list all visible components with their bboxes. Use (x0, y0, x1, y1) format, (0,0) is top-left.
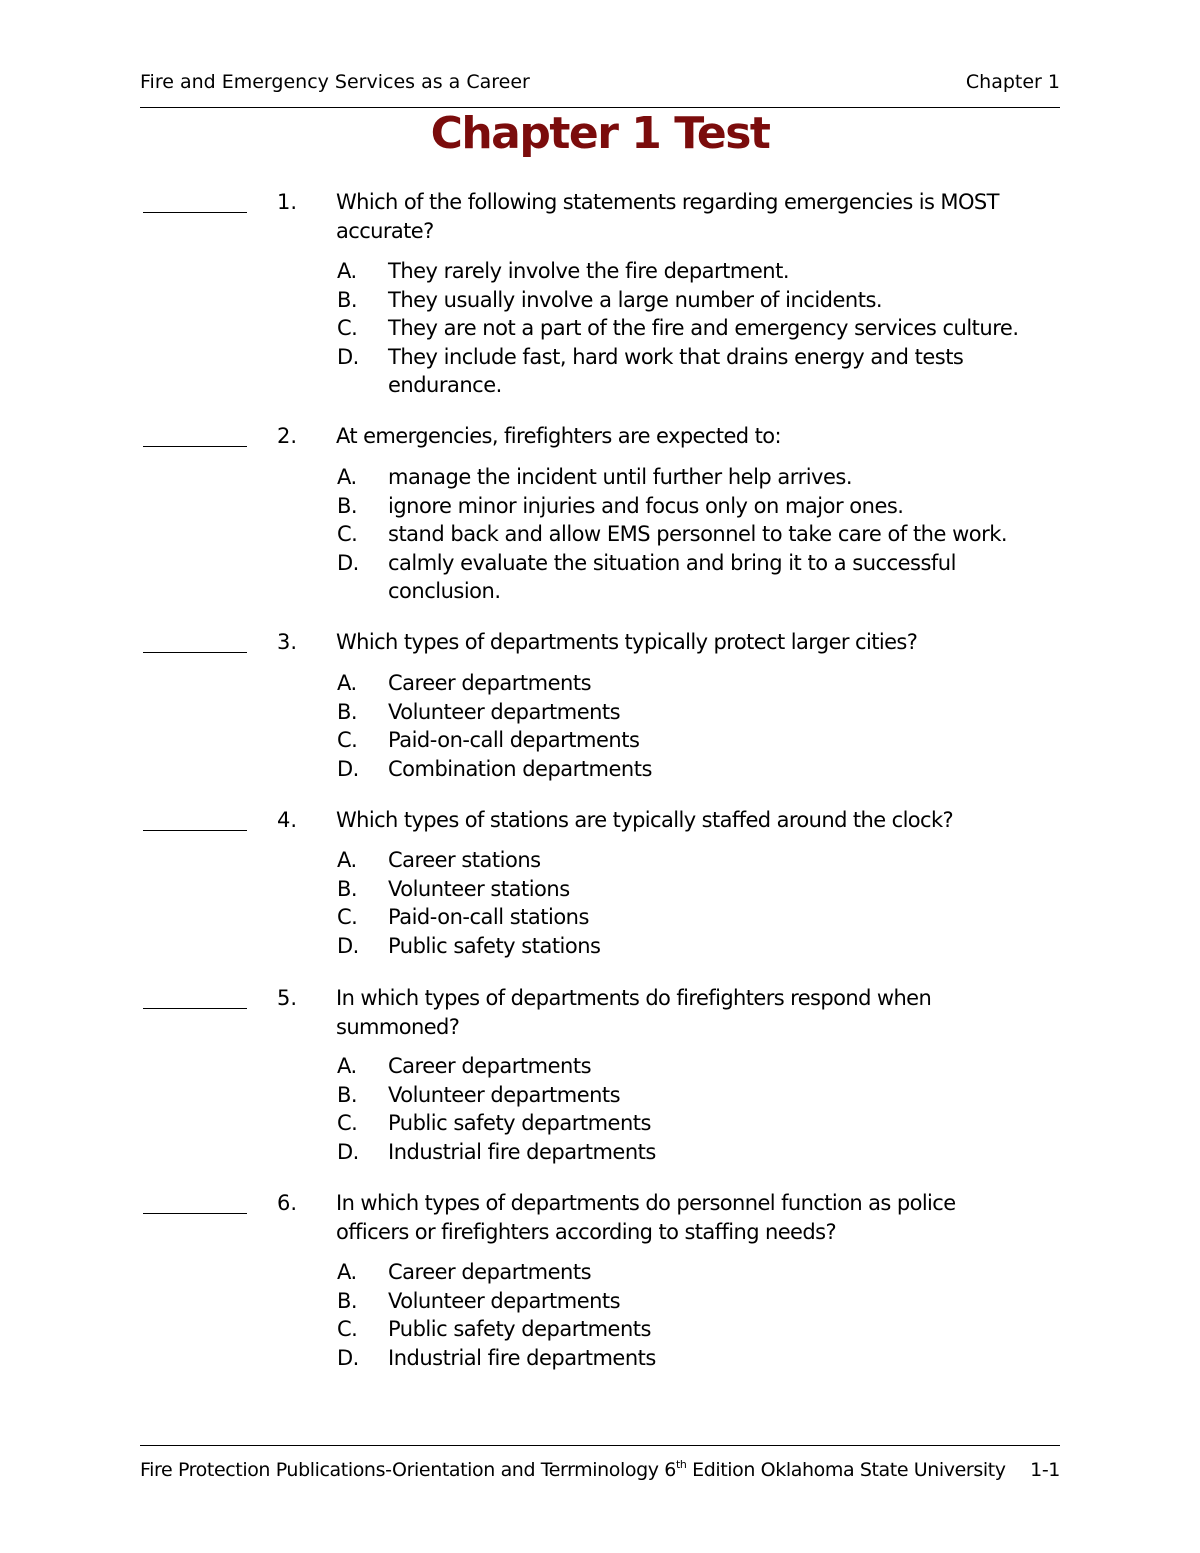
option-d (337, 343, 1057, 400)
answer-options (337, 1258, 1057, 1372)
question-text: Which of the following statements regarding emergencies is MOST accurate? (336, 190, 999, 243)
option-letter: B. (337, 493, 358, 518)
option-text: Paid-on-call departments (388, 728, 640, 752)
header-course-title: Fire and Emergency Services as a Career (140, 71, 530, 93)
option-text: manage the incident until further help arrives. (388, 465, 853, 489)
option-text: Volunteer stations (388, 876, 570, 901)
option-b (337, 1081, 1057, 1110)
option-letter: C. (337, 728, 358, 752)
option-text: Paid-on-call stations (388, 905, 589, 929)
option-letter: A. (337, 1054, 357, 1078)
answer-options (337, 1052, 1057, 1166)
option-letter: D. (337, 933, 359, 958)
option-c (337, 903, 1057, 932)
option-a (337, 669, 1057, 698)
question-number: 2. (277, 424, 298, 448)
option-letter: B. (337, 1082, 358, 1107)
option-letter: A. (337, 465, 357, 489)
option-a (337, 846, 1057, 875)
option-d (337, 1344, 1057, 1373)
option-text: Volunteer departments (388, 1288, 621, 1313)
option-text: Public safety departments (388, 1111, 651, 1135)
question-number: 1. (277, 190, 298, 214)
answer-blank[interactable] (143, 1213, 247, 1214)
question-text: Which types of departments typically protect larger cities? (336, 630, 918, 654)
option-c (337, 726, 1057, 755)
option-text: Industrial fire departments (388, 1345, 656, 1370)
option-b (337, 286, 1057, 315)
footer-rule (140, 1445, 1060, 1446)
question-number: 5. (277, 986, 298, 1010)
option-text: They rarely involve the fire department. (388, 259, 790, 283)
answer-options (337, 669, 1057, 783)
option-text: ignore minor injuries and focus only on major ones. (388, 493, 904, 518)
option-letter: D. (337, 344, 359, 369)
option-letter: A. (337, 848, 357, 872)
answer-options (337, 257, 1057, 400)
question-text: Which types of stations are typically staffed around the clock? (336, 808, 954, 832)
option-text: Career stations (388, 848, 541, 872)
option-c (337, 520, 1057, 549)
answer-blank[interactable] (143, 212, 247, 213)
option-c (337, 1109, 1057, 1138)
option-letter: C. (337, 1111, 358, 1135)
option-letter: B. (337, 1288, 358, 1313)
footer-publication-prefix: Fire Protection Publications-Orientation and Terrminology 6 (140, 1459, 676, 1481)
option-text: They include fast, hard work that drains energy and tests endurance. (388, 344, 964, 397)
option-b (337, 1287, 1057, 1316)
question-number: 3. (277, 630, 298, 654)
option-text: Volunteer departments (388, 1082, 621, 1107)
page-header (140, 71, 1060, 99)
answer-options (337, 463, 1057, 606)
question-number: 4. (277, 808, 298, 832)
option-letter: D. (337, 550, 359, 575)
option-text: Volunteer departments (388, 699, 621, 724)
option-letter: A. (337, 671, 357, 695)
answer-blank[interactable] (143, 652, 247, 653)
option-letter: A. (337, 1260, 357, 1284)
option-text: Public safety departments (388, 1317, 651, 1341)
option-b (337, 698, 1057, 727)
option-d (337, 549, 1057, 606)
option-b (337, 875, 1057, 904)
option-text: Career departments (388, 1054, 592, 1078)
option-letter: C. (337, 522, 358, 546)
option-text: Industrial fire departments (388, 1139, 656, 1164)
question-number: 6. (277, 1191, 298, 1215)
header-chapter: Chapter 1 (965, 71, 1060, 93)
page-title: Chapter 1 Test (430, 108, 770, 159)
option-b (337, 492, 1057, 521)
question-text: In which types of departments do firefighters respond when summoned? (336, 986, 932, 1039)
option-letter: A. (337, 259, 357, 283)
option-text: stand back and allow EMS personnel to take care of the work. (388, 522, 1008, 546)
option-a (337, 1258, 1057, 1287)
question-text: At emergencies, firefighters are expected to: (336, 424, 781, 448)
answer-blank[interactable] (143, 1008, 247, 1009)
option-letter: C. (337, 1317, 358, 1341)
option-letter: D. (337, 756, 359, 781)
option-letter: B. (337, 699, 358, 724)
option-text: They usually involve a large number of incidents. (388, 287, 883, 312)
option-text: Public safety stations (388, 933, 601, 958)
footer-publication-suffix: Edition Oklahoma State University (686, 1459, 1006, 1481)
option-d (337, 932, 1057, 961)
page-number: 1-1 (1030, 1459, 1060, 1481)
footer-publication (140, 1459, 1006, 1481)
option-letter: B. (337, 287, 358, 312)
option-c (337, 314, 1057, 343)
option-text: They are not a part of the fire and emergency services culture. (388, 316, 1019, 340)
option-c (337, 1315, 1057, 1344)
footer-superscript: th (675, 1458, 687, 1471)
option-letter: D. (337, 1345, 359, 1370)
question-text: In which types of departments do personnel function as police officers or firefighters according to staffing needs? (336, 1191, 956, 1244)
option-text: Combination departments (388, 756, 652, 781)
option-d (337, 1138, 1057, 1167)
option-a (337, 463, 1057, 492)
answer-options (337, 846, 1057, 960)
option-d (337, 755, 1057, 784)
option-a (337, 257, 1057, 286)
option-text: Career departments (388, 671, 592, 695)
option-a (337, 1052, 1057, 1081)
option-letter: C. (337, 316, 358, 340)
option-text: calmly evaluate the situation and bring it to a successful conclusion. (388, 550, 956, 603)
option-letter: C. (337, 905, 358, 929)
option-letter: B. (337, 876, 358, 901)
option-text: Career departments (388, 1260, 592, 1284)
answer-blank[interactable] (143, 830, 247, 831)
answer-blank[interactable] (143, 446, 247, 447)
option-letter: D. (337, 1139, 359, 1164)
